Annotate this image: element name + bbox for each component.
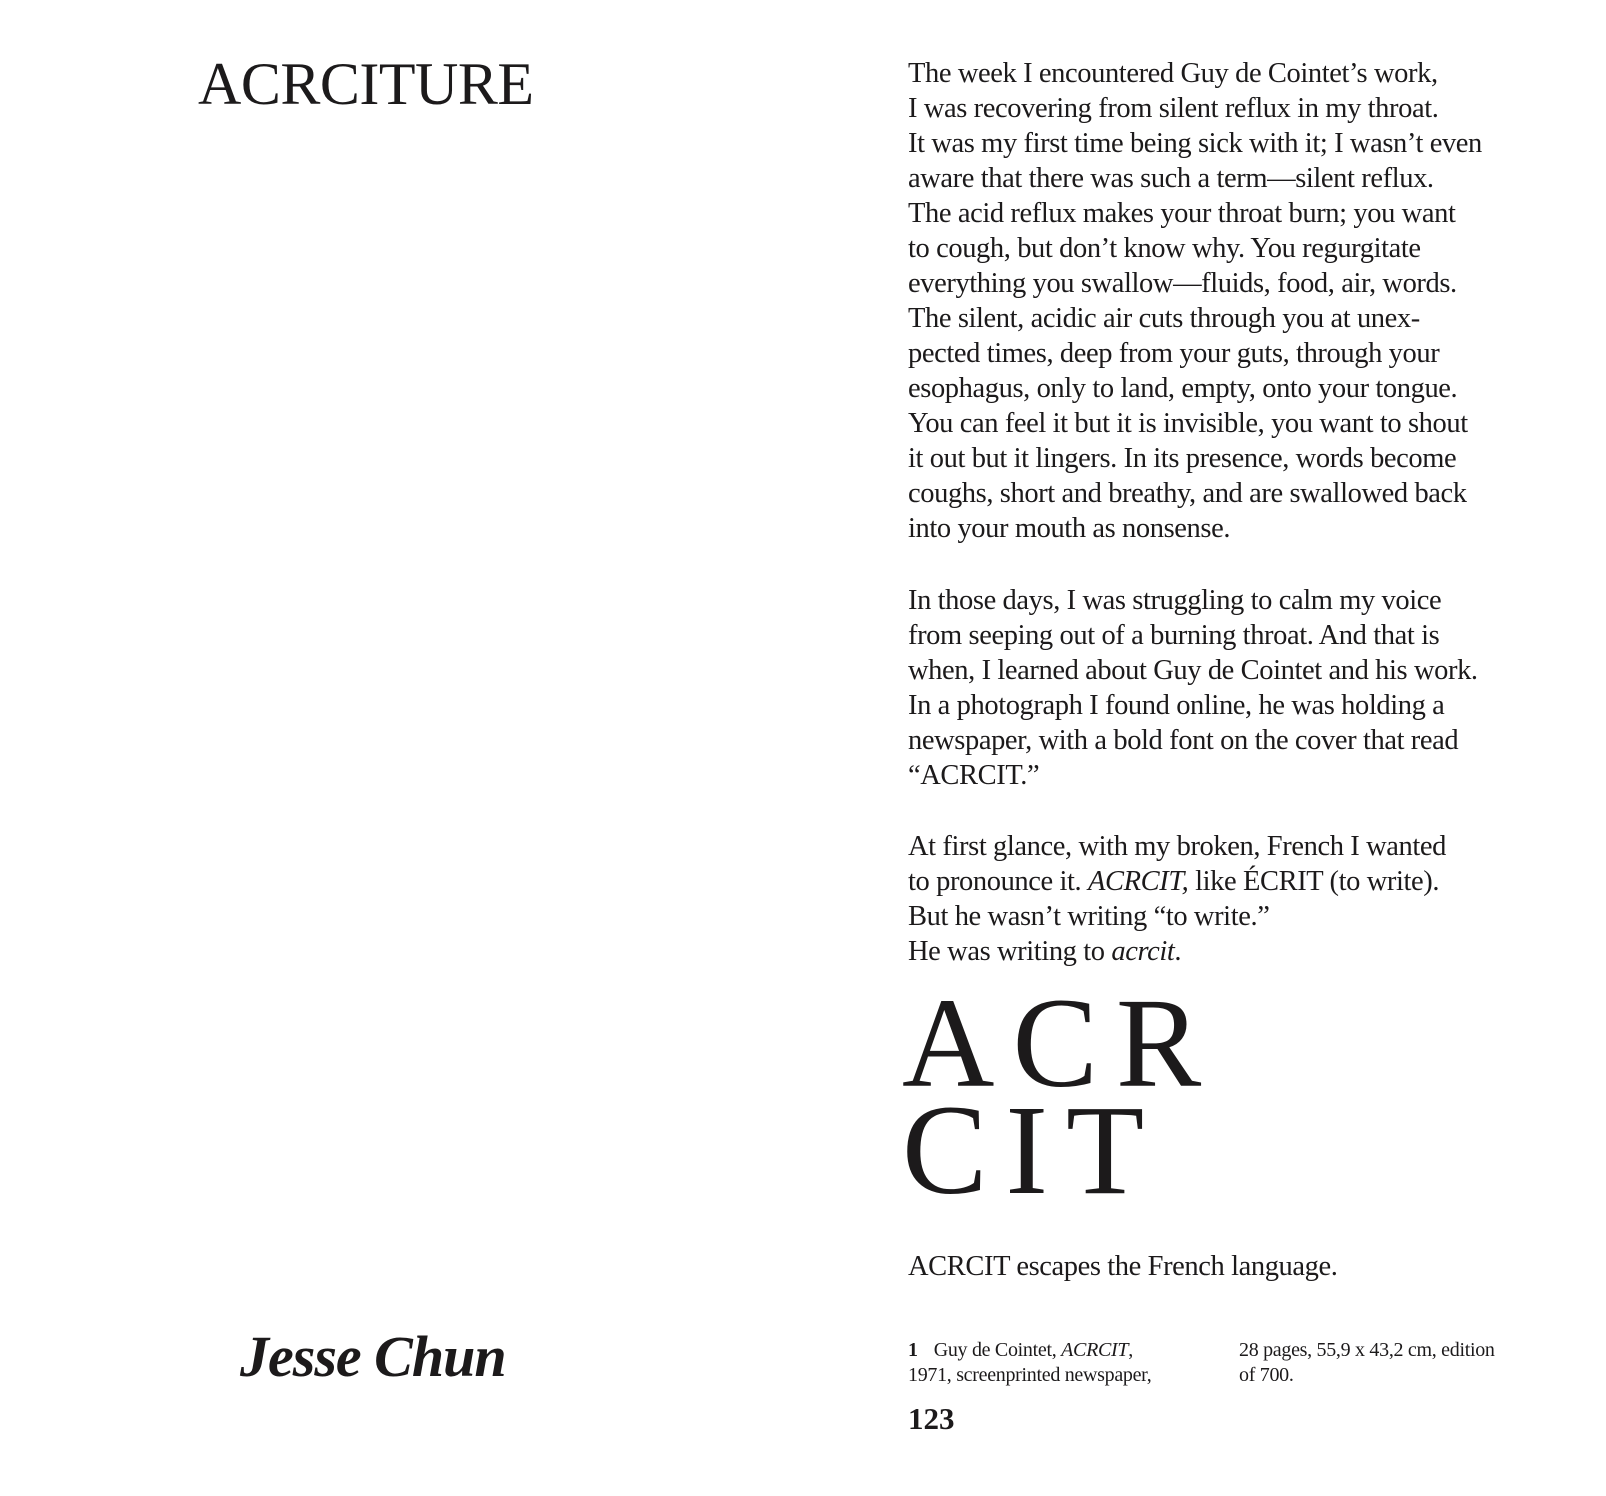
display-word <box>902 972 1220 1221</box>
footnote-column-2: 28 pages, 55,9 x 43,2 cm, edition of 700. <box>1239 1339 1495 1386</box>
display-word-line-2: CIT <box>902 1079 1163 1221</box>
paragraph-3-line-4-italic: acrcit <box>1111 936 1175 967</box>
footnote-text-end: , 1971, screenprinted newspaper, <box>908 1339 1152 1386</box>
footnote-text-start: Guy de Cointet, <box>933 1339 1062 1361</box>
paragraph-3-line-1: At first glance, with my broken, French I wanted <box>908 831 1446 862</box>
author-name: Jesse Chun <box>240 1324 506 1389</box>
page-number: 123 <box>908 1401 955 1436</box>
display-word-line-1: ACR <box>902 972 1220 1114</box>
footnote-work-title: ACRCIT <box>1061 1339 1129 1361</box>
paragraph-3 <box>908 829 1548 969</box>
article-title: ACRCITURE <box>198 51 534 117</box>
paragraph-3-line-4-start: He was writing to <box>908 936 1112 967</box>
paragraph-3-line-2-end: like ÉCRIT (to write). <box>1188 866 1440 897</box>
paragraph-2: In those days, I was struggling to calm my voice from seeping out of a burning throat. And that is when, I learned about Guy de Cointet and his work. In a photograph I found online, he was holding a newspaper, with a bold font on the cover that read “ACRCIT.” <box>908 585 1478 791</box>
paragraph-3-line-4-end: . <box>1174 936 1182 967</box>
paragraph-1: The week I encountered Guy de Cointet’s work, I was recovering from silent reflux in my throat. It was my first time being sick with it; I wasn’t even aware that there was such a term—silent reflux. The acid reflux makes your throat burn; you want to cough, but don’t know why. You regurgitate everything you swallow—fluids, food, air, words. The silent, acidic air cuts through you at unex- pected times, deep from your guts, through your esophagus, only to land, empty, onto your tongue. You can feel it but it is invisible, you want to shout it out but it lingers. In its presence, words become coughs, short and breathy, and are swallowed back into your mouth as nonsense. <box>908 58 1482 544</box>
paragraph-3-line-2-italic: ACRCIT, <box>1088 866 1189 897</box>
paragraph-3-line-2-start: to pronounce it. <box>908 866 1088 897</box>
paragraph-3-line-3: But he wasn’t writing “to write.” <box>908 901 1270 932</box>
escape-sentence: ACRCIT escapes the French language. <box>908 1251 1338 1282</box>
footnote-column-1 <box>908 1338 1218 1388</box>
footnote-number: 1 <box>908 1339 918 1361</box>
